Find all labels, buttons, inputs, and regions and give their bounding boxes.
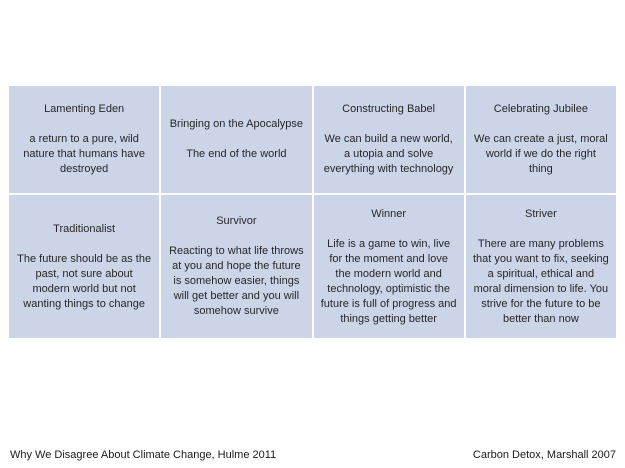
table-cell-traditionalist bbox=[9, 195, 159, 338]
table-cell-bringing-on-the-apocalypse bbox=[161, 86, 311, 193]
cell-title: Winner bbox=[371, 207, 407, 220]
cell-body: We can build a new world, a utopia and solve everything with technology bbox=[323, 133, 454, 175]
cell-body: Life is a game to win, live for the moment and love the modern world and technology, optimistic the future is full of progress and things getting better bbox=[320, 237, 457, 325]
cell-title: Survivor bbox=[216, 215, 257, 227]
table-cell-celebrating-jubilee bbox=[466, 86, 616, 193]
cell-title: Constructing Babel bbox=[342, 103, 436, 115]
cell-body: a return to a pure, wild nature that humans have destroyed bbox=[23, 133, 145, 175]
table-cell-striver bbox=[466, 195, 616, 338]
cell-body: Reacting to what life throws at you and hope the future is somehow easier, things will get better and you will somehow survive bbox=[169, 245, 304, 317]
citation-right: Carbon Detox, Marshall 2007 bbox=[472, 449, 616, 461]
cell-title: Bringing on the Apocalypse bbox=[169, 118, 304, 130]
table-cell-survivor bbox=[161, 195, 311, 338]
table-cell-winner bbox=[314, 195, 464, 338]
citation-left: Why We Disagree About Climate Change, Hulme 2011 bbox=[10, 449, 277, 461]
cell-title: Traditionalist bbox=[53, 222, 116, 235]
table-cell-lamenting-eden bbox=[9, 86, 159, 193]
cell-body: We can create a just, moral world if we do the right thing bbox=[474, 133, 608, 175]
cell-title: Striver bbox=[524, 207, 557, 220]
cell-title: Celebrating Jubilee bbox=[493, 103, 588, 115]
cell-body: There are many problems that you want to fix, seeking a spiritual, ethical and moral dimension to life. You strive for the future to be better than now bbox=[473, 237, 609, 325]
table-cell-constructing-babel bbox=[314, 86, 464, 193]
cell-title: Lamenting Eden bbox=[44, 103, 125, 115]
archetype-table bbox=[9, 86, 616, 338]
cell-body: The end of the world bbox=[186, 148, 287, 160]
cell-body: The future should be as the past, not sure about modern world but not wanting things to change bbox=[17, 252, 152, 310]
